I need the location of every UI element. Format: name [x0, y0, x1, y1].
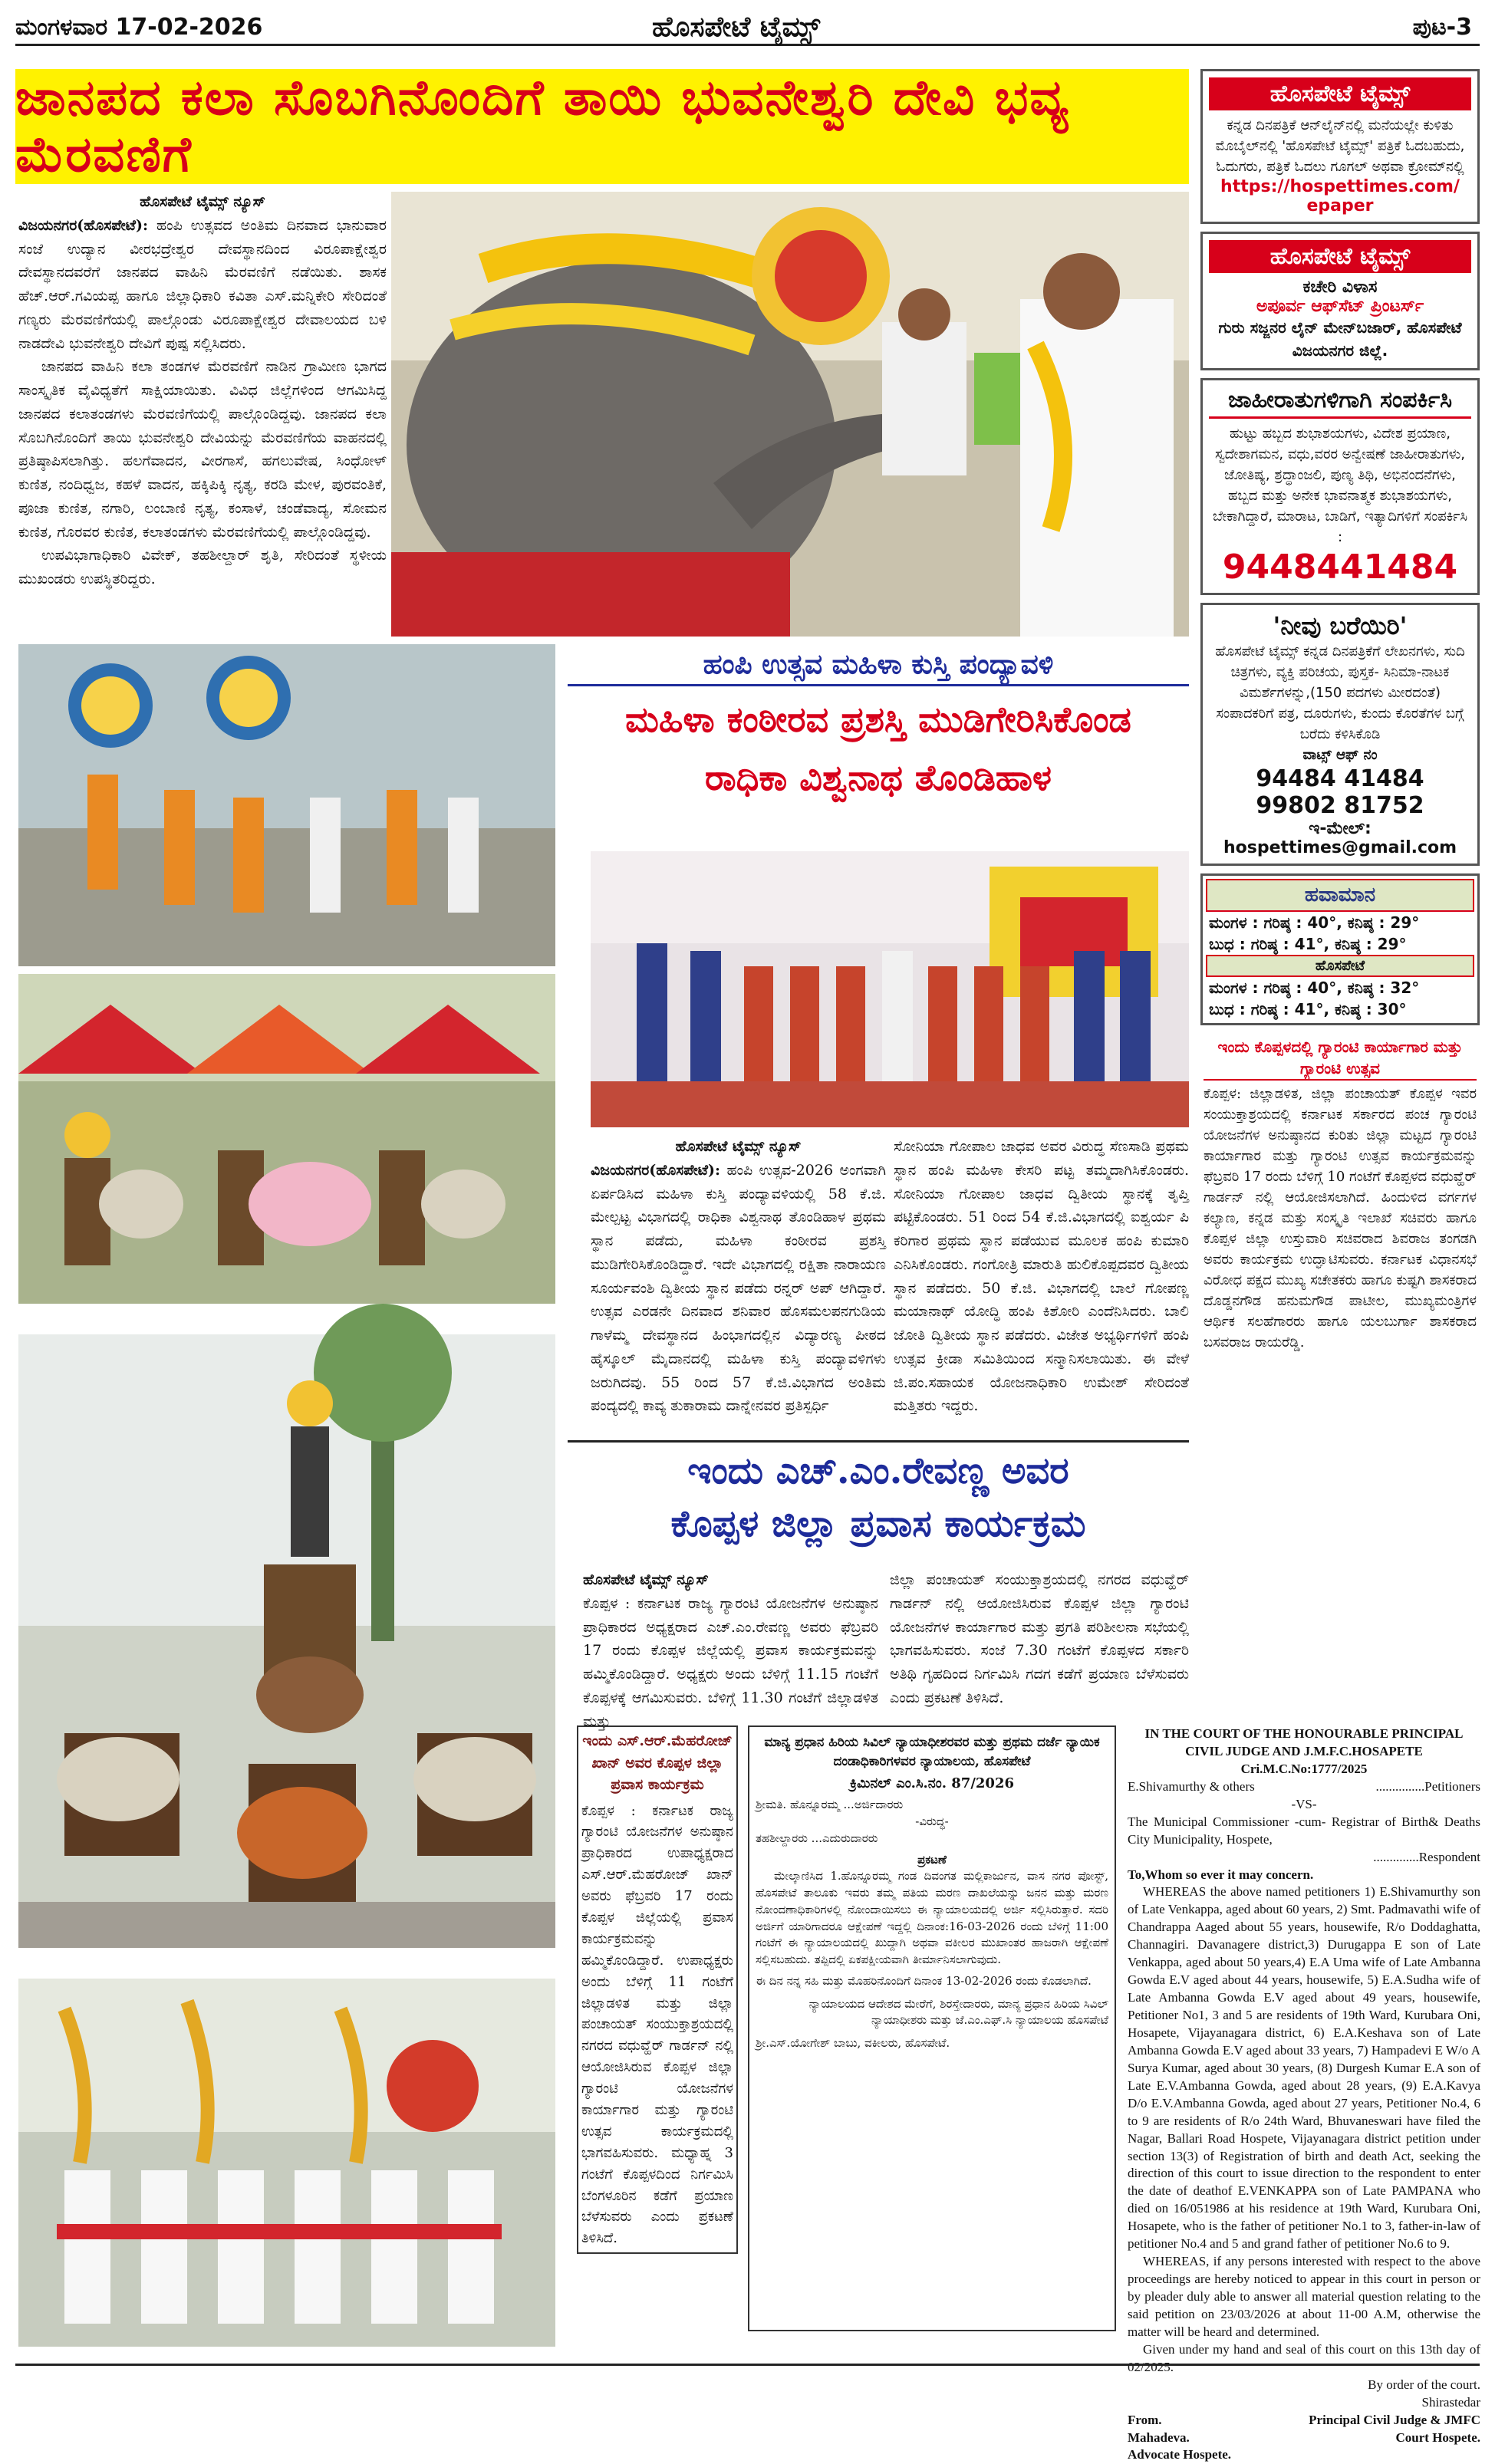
folk-dancers-photo-1 [18, 644, 555, 966]
email-address[interactable]: hospettimes@gmail.com [1223, 838, 1457, 857]
kn-notice-court: ಮಾನ್ಯ ಪ್ರಧಾನ ಹಿರಿಯ ಸಿವಿಲ್ ನ್ಯಾಯಾಧೀಶರವರ ಮತ್ತು ಪ್ರಥಮ ದರ್ಜೆ ನ್ಯಾಯಿಕ ದಂಡಾಧಿಕಾರಿಗಳವರ ನ್ಯಾಯಾಲಯ, ಹೊಸಪೇಟೆ [764, 1735, 1100, 1769]
write-text: ಹೊಸಪೇಟೆ ಟೈಮ್ಸ್ ಕನ್ನಡ ದಿನಪತ್ರಿಕೆಗೆ ಲೇಖನಗಳು, ಸುದಿ ಚಿತ್ರಗಳು, ವ್ಯಕ್ತಿ ಪರಿಚಯ, ಪುಸ್ತಕ- ಸಿನಿಮಾ-ನಾಟಕ ವಿಮರ್ಶೆಗಳನ್ನು,(150 ಪದಗಳು ಮೀರದಂತೆ) ಸಂಪಾದಕರಿಗೆ ಪತ್ರ, ದೂರುಗಳು, ಕುಂದು ಕೊರತೆಗಳ ಬಗ್ಗೆ ಬರೆದು ಕಳಿಸಿಕೊಡಿ [1215, 643, 1465, 742]
weather-row-3: ಮಂಗಳ : ಗರಿಷ್ಠ : 40°, ಕನಿಷ್ಠ : 32° [1209, 979, 1420, 997]
revanna-headline-1: ಇಂದು ಎಚ್.ಎಂ.ರೇವಣ್ಣ ಅವರ [687, 1449, 1069, 1492]
kn-notice-body: ಮೇಲ್ಕಾಣಿಸಿದ 1.ಹೊನ್ನೂರಮ್ಮ ಗಂಡ ದಿವಂಗತ ಮಲ್ಲಿಕಾರ್ಜುನ, ವಾಸ ನಗರ ಪೋಸ್ಟ್, ಹೊಸಪೇಟೆ ತಾಲೂಕು ಇವರು ತಮ್ಮ ಪತಿಯ ಮರಣ ದಾಖಲೆಯನ್ನು ಜನನ ಮತ್ತು ಮರಣ ನೋಂದಣಾಧಿಕಾರಿಗಳಲ್ಲಿ ನೋಂದಾಯಿಸಲು ಈ ನ್ಯಾಯಾಲಯದಲ್ಲಿ ಅರ್ಜಿ ಸಲ್ಲಿಸಿರುತ್ತಾರೆ. ಸದರಿ ಅರ್ಜಿಗೆ ಯಾರಿಗಾದರೂ ಆಕ್ಷೇಪಣೆ ಇದ್ದಲ್ಲಿ ದಿನಾಂಕ:16-03-2026 ರಂದು ಬೆಳಿಗ್ಗೆ 11:00 ಗಂಟೆಗೆ ಈ ನ್ಯಾಯಾಲಯದಲ್ಲಿ ಖುದ್ದಾಗಿ ಅಥವಾ ವಕೀಲರ ಮುಖಾಂತರ ಹಾಜರಾಗಿ ಆಕ್ಷೇಪಣೆ ಸಲ್ಲಿಸಬಹುದು. ತಪ್ಪಿದಲ್ಲಿ ಏಕಪಕ್ಷೀಯವಾಗಿ ತೀರ್ಮಾನಿಸಲಾಗುವುದು. [756, 1869, 1108, 1967]
write-whatsapp-label: ವಾಟ್ಸ್ ಆಫ್ ನಂ [1302, 747, 1378, 763]
en-notice-from: From. [1128, 2412, 1162, 2427]
ads-contact-box [1200, 378, 1480, 595]
wrestlers-award-photo [591, 851, 1189, 1127]
en-notice-petitioner-role: ...............Petitioners [1375, 1778, 1480, 1794]
wrestling-headline-1: ಮಹಿಳಾ ಕಂಠೀರವ ಪ್ರಶಸ್ತಿ ಮುಡಿಗೇರಿಸಿಕೊಂಡ [625, 699, 1131, 740]
drummers-photo [18, 974, 555, 1304]
write-title: 'ನೀವು ಬರೆಯಿರಿ' [1273, 611, 1408, 640]
weather-row-4: ಬುಧ : ಗರಿಷ್ಠ : 41°, ಕನಿಷ್ಠ : 30° [1209, 1000, 1407, 1018]
revanna-col-2 [890, 1568, 1189, 1710]
wrestling-story [568, 648, 1189, 800]
koppal-headline: ಇಂದು ಕೊಪ್ಪಳದಲ್ಲಿ ಗ್ಯಾರಂಟಿ ಕಾರ್ಯಾಗಾರ ಮತ್ತು ಗ್ಯಾರಂಟಿ ಉತ್ಸವ [1204, 1036, 1477, 1081]
lead-story [18, 190, 387, 591]
en-notice-signatures [1128, 2412, 1480, 2464]
en-notice-shirastedar: Shirastedar [1421, 2394, 1480, 2410]
lead-byline: ಹೊಸಪೇಟೆ ಟೈಮ್ಸ್ ನ್ಯೂಸ್ [140, 193, 265, 210]
kn-notice-sign: ನ್ಯಾಯಾಲಯದ ಆದೇಶದ ಮೇರೆಗೆ, ಶಿರಸ್ತೇದಾರರು, ಮಾನ್ಯ ಪ್ರಧಾನ ಹಿರಿಯ ಸಿವಿಲ್ ನ್ಯಾಯಾಧೀಶರು ಮತ್ತು ಜೆ.ಎಂ.ಎಫ್.ಸಿ ನ್ಯಾಯಾಲಯ ಹೊಸಪೇಟೆ [808, 1996, 1108, 2028]
email-row [1209, 819, 1471, 857]
en-notice-to: To,Whom so ever it may concern. [1128, 1867, 1314, 1882]
wrestling-kicker: ಹಂಪಿ ಉತ್ಸವ ಮಹಿಳಾ ಕುಸ್ತಿ ಪಂದ್ಯಾವಳಿ [568, 648, 1189, 686]
lead-headline-banner [15, 69, 1189, 184]
issue-date: ಮಂಗಳವಾರ 17-02-2026 [15, 14, 263, 41]
human-pyramid-drummers-photo [18, 1334, 555, 1948]
email-label: ಇ-ಮೇಲ್: [1309, 819, 1372, 838]
ads-title: ಜಾಹೀರಾತುಗಳಿಗಾಗಿ ಸಂಪರ್ಕಿಸಿ [1209, 387, 1471, 419]
en-notice-petitioner-row [1128, 1778, 1480, 1796]
kn-notice-heading: ಪ್ರಕಟಣೆ [917, 1852, 947, 1867]
en-notice-court: IN THE COURT OF THE HONOURABLE PRINCIPAL CIVIL JUDGE AND J.M.F.C.HOSAPETE [1144, 1726, 1464, 1758]
koppal-guarantee-story [1200, 1033, 1480, 1356]
office-address-box [1200, 232, 1480, 370]
en-notice-respondent: The Municipal Commissioner -cum- Registrar of Birth& Deaths City Municipality, Hospete, [1128, 1814, 1480, 1847]
elephant-procession-photo [391, 192, 1189, 637]
en-notice-body-2: WHEREAS, if any persons interested with respect to the above proceedings are hereby noticed to appear in this court in person or by pleader duly able to answer all material question relating to the said petition on 23/03/2026 at about 11-00 A.M, otherwise the matter will be heard and determined. [1128, 2254, 1480, 2339]
revanna-body-1: ಕೊಪ್ಪಳ : ಕರ್ನಾಟಕ ರಾಜ್ಯ ಗ್ಯಾರಂಟಿ ಯೋಜನೆಗಳ ಅನುಷ್ಠಾನ ಪ್ರಾಧಿಕಾರದ ಅಧ್ಯಕ್ಷರಾದ ಎಚ್.ಎಂ.ರೇವಣ್ಣ ಅವರು ಫೆಬ್ರವರಿ 17 ರಂದು ಕೊಪ್ಪಳ ಜಿಲ್ಲೆಯಲ್ಲಿ ಪ್ರವಾಸ ಕಾರ್ಯಕ್ರಮವನ್ನು ಹಮ್ಮಿಕೊಂಡಿದ್ದಾರೆ. ಅಧ್ಯಕ್ಷರು ಅಂದು ಬೆಳಿಗ್ಗೆ 11.15 ಗಂಟೆಗೆ ಕೊಪ್ಪಳಕ್ಕೆ ಆಗಮಿಸುವರು. ಬೆಳಿಗ್ಗೆ 11.30 ಗಂಟೆಗೆ ಜಿಲ್ಲಾಡಳಿತ ಮತ್ತು [583, 1594, 878, 1730]
en-notice-from-name: Mahadeva. [1128, 2429, 1190, 2445]
epaper-brand: ಹೊಸಪೇಟೆ ಟೈಮ್ಸ್ [1209, 77, 1471, 110]
khan-story [577, 1725, 738, 2254]
revanna-col-1 [583, 1568, 878, 1733]
lead-headline: ಜಾನಪದ ಕಲಾ ಸೊಬಗಿನೊಂದಿಗೆ ತಾಯಿ ಭುವನೇಶ್ವರಿ ದೇವಿ ಭವ್ಯ ಮೆರವಣಿಗೆ [15, 70, 1070, 183]
newspaper-title: ಹೊಸಪೇಟೆ ಟೈಮ್ಸ್ [652, 11, 821, 43]
en-notice-body: WHEREAS the above named petitioners 1) E.Shivamurthy son of Late Venkappa, aged about 60 years, 2) Smt. Padmavathi wife of Chandrappa Aaged about 55 years, housewife, R/o Doddaghatta, Channagiri. Davanagere district,3) Durugappa E son of Late Venkappa, aged about 50 years,4) E.A Uma wife of Late Ambanna Gowda E.V aged about 44 years, housewife, 5) E.A.Sudha wife of Late Ambanna Gowda E.V aged about 49 years, housewife, Petitioner No1, 3 and 5 are residents of 19th Ward, Kurubara Oni, Hosapete, Vijayanagara district, 6) E.A.Keshava son of Late Ambanna Gowda E.V aged about 33 years, 7) Hampadevi E W/o A Surya Kumar, aged about 30 years, (8) Durgesh Kumar E.A son of Late E.V.Ambanna Gowda, aged about 28 years, (9) E.A.Kavya D/o E.V.Ambanna Gowda, aged about 27 years, Petitioner No.4, 6 to 9 are residents of R/o 24th Ward, Bhuvaneswari have filed the Nagar, Ballari Road Hospete, Vijayanagara district petition under section 13(3) of Registration of birth and death Act, seeking the direction of this court to issue direction to the respondent to enter the date of deathof E.VENKAPPA son of Late PAMPANA who died on 16/051986 at his residence at 19th Ward, Kurubara Oni, Hosapete, who is the father of petitioner No.1 to 3, father-in-law of petitioner No.4 and 5 and grand father of petitioner No.6 to 9. [1128, 1884, 1480, 2252]
ads-phone: 9448441484 [1222, 548, 1458, 587]
office-address: ಗುರು ಸಜ್ಜನರ ಲೈನ್ ಮೇನ್‌ಬಜಾರ್, ಹೊಸಪೇಟೆ ವಿಜಯನಗರ ಜಿಲ್ಲೆ. [1218, 318, 1462, 360]
weather-title: ಹವಾಮಾನ [1206, 879, 1474, 912]
en-notice-given: Given under my hand and seal of this court on this 13th day of 02/2025. [1128, 2341, 1480, 2374]
kn-notice-respondent: ತಹಶೀಲ್ದಾರರು ...ಎದುರುದಾರರು [756, 1831, 878, 1845]
epaper-text: ಕನ್ನಡ ದಿನಪತ್ರಿಕೆ ಆನ್‌ಲೈನ್‌ನಲ್ಲಿ ಮನೆಯಲ್ಲೇ ಕುಳಿತು ಮೊಬೈಲ್‌ನಲ್ಲಿ 'ಹೊಸಪೇಟೆ ಟೈಮ್ಸ್' ಪತ್ರಿಕೆ ಓದಬಹುದು, ಓದುಗರು, ಪತ್ರಿಕೆ ಓದಲು ಗೂಗಲ್ ಅಥವಾ ಕ್ರೋಮ್‌ನಲ್ಲಿ [1215, 117, 1465, 175]
weather-row-1: ಮಂಗಳ : ಗರಿಷ್ಠ : 40°, ಕನಿಷ್ಠ : 29° [1209, 913, 1420, 932]
revanna-headline-block [568, 1449, 1189, 1546]
weather-box [1200, 873, 1480, 1025]
lead-dateline: ವಿಜಯನಗರ(ಹೊಸಪೇಟೆ): [18, 216, 149, 234]
khan-headline: ಇಂದು ಎಸ್.ಆರ್.ಮೆಹರೋಜ್ ಖಾನ್ ಅವರ ಕೊಪ್ಪಳ ಜಿಲ್ಲಾ ಪ್ರವಾಸ ಕಾರ್ಯಕ್ರಮ [582, 1732, 733, 1793]
revanna-headline-2: ಕೊಪ್ಪಳ ಜಿಲ್ಲಾ ಪ್ರವಾಸ ಕಾರ್ಯಕ್ರಮ [670, 1502, 1086, 1545]
wrestling-col-1 [591, 1135, 886, 1418]
kahale-players-photo [18, 1979, 555, 2347]
ads-text: ಹುಟ್ಟು ಹಬ್ಬದ ಶುಭಾಶಯಗಳು, ವಿದೇಶ ಪ್ರಯಾಣ, ಸ್ವದೇಶಾಗಮನ, ವಧು,ವರರ ಅನ್ವೇಷಣೆ ಜಾಹೀರಾತುಗಳು, ಜೋತಿಷ್ಯ, ಶ್ರದ್ಧಾಂಜಲಿ, ಪುಣ್ಯ ತಿಥಿ, ಅಭಿನಂದನೆಗಳು, ಹಬ್ಬದ ಮತ್ತು ಅನೇಕ ಭಾವನಾತ್ಮಕ ಶುಭಾಶಯಗಳು, ಬೇಕಾಗಿದ್ದಾರೆ, ಮಾರಾಟ, ಬಾಡಿಗೆ, ಇತ್ಯಾದಿಗಳಿಗೆ ಸಂಪರ್ಕಿಸಿ : [1212, 426, 1468, 545]
kn-notice-vs: -ವಿರುದ್ಧ- [915, 1814, 949, 1829]
en-notice-vs: -VS- [1291, 1796, 1317, 1811]
en-notice-order: By order of the court. [1368, 2377, 1480, 2392]
office-label: ಕಚೇರಿ ವಿಳಾಸ [1302, 278, 1378, 297]
en-notice-judge-place: Court Hospete. [1395, 2429, 1480, 2445]
english-court-notice [1128, 1725, 1480, 2464]
en-notice-from-title: Advocate Hospete. [1128, 2447, 1232, 2462]
kannada-court-notice [748, 1725, 1116, 2331]
page-bottom-rule [15, 2364, 1480, 2366]
masthead [15, 11, 1480, 46]
whatsapp-phone-2: 99802 81752 [1256, 792, 1424, 819]
kn-notice-petitioner: ಶ್ರೀಮತಿ. ಹೊನ್ನೂರಮ್ಮ ...ಅರ್ಜಿದಾರರು [756, 1798, 904, 1812]
kn-notice-date: ಈ ದಿನ ನನ್ನ ಸಹಿ ಮತ್ತು ಮೊಹರಿನೊಂದಿಗೆ ದಿನಾಂಕ 13-02-2026 ರಂದು ಕೊಡಲಾಗಿದೆ. [756, 1973, 1092, 1988]
weather-row-2: ಬುಧ : ಗರಿಷ್ಠ : 41°, ಕನಿಷ್ಠ : 29° [1209, 935, 1407, 953]
kn-notice-advocate: ಶ್ರೀ.ಎಸ್.ಯೋಗೇಶ್ ಬಾಬು, ವಕೀಲರು, ಹೊಸಪೇಟೆ. [756, 2036, 950, 2051]
lead-body: ಹಂಪಿ ಉತ್ಸವದ ಅಂತಿಮ ದಿನವಾದ ಭಾನುವಾರ ಸಂಜೆ ಉದ್ಯಾನ ವೀರಭದ್ರೇಶ್ವರ ದೇವಸ್ಥಾನದಿಂದ ವಿರೂಪಾಕ್ಷೇಶ್ವರ ದೇವಸ್ಥಾನದವರೆಗೆ ಜಾನಪದ ವಾಹಿನಿ ಮೆರವಣಿಗೆ ನಡೆಯಿತು. ಶಾಸಕ ಹೆಚ್.ಆರ್.ಗವಿಯಪ್ಪ ಹಾಗೂ ಜಿಲ್ಲಾಧಿಕಾರಿ ಕವಿತಾ ಎಸ್.ಮನ್ನಿಕೇರಿ ಸೇರಿದಂತೆ ಗಣ್ಯರು ಮೆರವಣಿಗೆಯಲ್ಲಿ ಪಾಲ್ಗೊಂಡು ವಿರೂಪಾಕ್ಷೇಶ್ವರ ದೇವಾಲಯದ ಬಳಿ ನಾಡದೇವಿ ಭುವನೇಶ್ವರಿ ದೇವಿಗೆ ಪುಷ್ಪ ಸಲ್ಲಿಸಿದರು. [18, 216, 387, 352]
whatsapp-phone-1: 94484 41484 [1256, 765, 1424, 792]
office-printer: ಅಪೂರ್ವ ಆಫ್‌ಸೆಟ್ ಪ್ರಿಂಟರ್ಸ್ [1256, 297, 1424, 316]
epaper-word: epaper [1306, 196, 1374, 215]
office-brand: ಹೊಸಪೇಟೆ ಟೈಮ್ಸ್ [1209, 240, 1471, 273]
en-notice-respondent-role: ..............Respondent [1373, 1849, 1480, 1864]
revanna-body-2: ಜಿಲ್ಲಾ ಪಂಚಾಯತ್ ಸಂಯುಕ್ತಾಶ್ರಯದಲ್ಲಿ ನಗರದ ವಧುವ್ಹೆರ್ ಗಾರ್ಡನ್ ನಲ್ಲಿ ಆಯೋಜಿಸಿರುವ ಕೊಪ್ಪಳ ಜಿಲ್ಲಾ ಗ್ಯಾರಂಟಿ ಯೋಜನೆಗಳ ಕಾರ್ಯಾಗಾರ ಮತ್ತು ಪ್ರಗತಿ ಪರಿಶೀಲನಾ ಸಭೆಯಲ್ಲಿ ಭಾಗವಹಿಸುವರು. ಸಂಜೆ 7.30 ಗಂಟೆಗೆ ಕೊಪ್ಪಳದ ಸರ್ಕಾರಿ ಅತಿಥಿ ಗೃಹದಿಂದ ನಿರ್ಗಮಿಸಿ ಗದಗ ಕಡೆಗೆ ಪ್ರಯಾಣ ಬೆಳೆಸುವರು ಎಂದು ಪ್ರಕಟಣೆ ತಿಳಿಸಿದೆ. [890, 1571, 1189, 1706]
wrestling-headline-2: ರಾಧಿಕಾ ವಿಶ್ವನಾಥ ತೊಂಡಿಹಾಳ [705, 757, 1052, 798]
write-to-us-box [1200, 603, 1480, 866]
wrestling-dateline: ವಿಜಯನಗರ(ಹೊಸಪೇಟೆ): [591, 1161, 721, 1179]
khan-body: ಕೊಪ್ಪಳ : ಕರ್ನಾಟಕ ರಾಜ್ಯ ಗ್ಯಾರಂಟಿ ಯೋಜನೆಗಳ ಅನುಷ್ಠಾನ ಪ್ರಾಧಿಕಾರದ ಉಪಾಧ್ಯಕ್ಷರಾದ ಎಸ್.ಆರ್.ಮೆಹರೋಜ್ ಖಾನ್ ಅವರು ಫೆಬ್ರವರಿ 17 ರಂದು ಕೊಪ್ಪಳ ಜಿಲ್ಲೆಯಲ್ಲಿ ಪ್ರವಾಸ ಕಾರ್ಯಕ್ರಮವನ್ನು ಹಮ್ಮಿಕೊಂಡಿದ್ದಾರೆ. ಉಪಾಧ್ಯಕ್ಷರು ಅಂದು ಬೆಳಿಗ್ಗೆ 11 ಗಂಟೆಗೆ ಜಿಲ್ಲಾಡಳಿತ ಮತ್ತು ಜಿಲ್ಲಾ ಪಂಚಾಯತ್ ಸಂಯುಕ್ತಾಶ್ರಯದಲ್ಲಿ ನಗರದ ವಧುವ್ಹೆರ್ ಗಾರ್ಡನ್ ನಲ್ಲಿ ಆಯೋಜಿಸಿರುವ ಕೊಪ್ಪಳ ಜಿಲ್ಲಾ ಗ್ಯಾರಂಟಿ ಯೋಜನೆಗಳ ಕಾರ್ಯಾಗಾರ ಮತ್ತು ಗ್ಯಾರಂಟಿ ಉತ್ಸವ ಕಾರ್ಯಕ್ರಮದಲ್ಲಿ ಭಾಗವಹಿಸುವರು. ಮಧ್ಯಾಹ್ನ 3 ಗಂಟೆಗೆ ಕೊಪ್ಪಳದಿಂದ ನಿರ್ಗಮಿಸಿ ಬೆಂಗಳೂರಿನ ಕಡೆಗೆ ಪ್ರಯಾಣ ಬೆಳೆಸುವರು ಎಂದು ಪ್ರಕಟಣೆ ತಿಳಿಸಿದೆ. [581, 1802, 733, 2247]
page-number: ಪುಟ-3 [1412, 14, 1472, 41]
right-sidebar [1200, 69, 1480, 1356]
lead-body-3: ಉಪವಿಭಾಗಾಧಿಕಾರಿ ವಿವೇಕ್, ತಹಶೀಲ್ದಾರ್ ಶೃತಿ, ಸೇರಿದಂತೆ ಸ್ಥಳೀಯ ಮುಖಂಡರು ಉಪಸ್ಥಿತರಿದ್ದರು. [18, 547, 387, 588]
wrestling-body-1: ಹಂಪಿ ಉತ್ಸವ-2026 ಅಂಗವಾಗಿ ಏರ್ಪಡಿಸಿದ ಮಹಿಳಾ ಕುಸ್ತಿ ಪಂದ್ಯಾವಳಿಯಲ್ಲಿ 58 ಕೆ.ಜಿ. ಮೇಲ್ಪಟ್ಟ ವಿಭಾಗದಲ್ಲಿ ರಾಧಿಕಾ ವಿಶ್ವನಾಥ ತೊಂಡಿಹಾಳ ಪ್ರಥಮ ಸ್ಥಾನ ಪಡೆದು, ಮಹಿಳಾ ಕಂಠೀರವ ಪ್ರಶಸ್ತಿ ಮುಡಿಗೇರಿಸಿಕೊಂಡಿದ್ದಾರೆ. ಇದೇ ವಿಭಾಗದಲ್ಲಿ ರಕ್ಷಿತಾ ನಾರಾಯಣ ಸೂರ್ಯವಂಶಿ ದ್ವಿತೀಯ ಸ್ಥಾನ ಪಡೆದು ರನ್ನರ್ ಅಪ್ ಆಗಿದ್ದಾರೆ. ಉತ್ಸವ ಎರಡನೇ ದಿನವಾದ ಶನಿವಾರ ಹೊಸಮಲಪನಗುಡಿಯ ಗಾಳೆಮ್ಮ ದೇವಸ್ಥಾನದ ಹಿಂಭಾಗದಲ್ಲಿನ ವಿದ್ಯಾರಣ್ಯ ಪೀಠದ ಹೈಸ್ಕೂಲ್ ಮೈದಾನದಲ್ಲಿ ಮಹಿಳಾ ಕುಸ್ತಿ ಪಂದ್ಯಾವಳಿಗಳು ಜರುಗಿದವು. 55 ರಿಂದ 57 ಕೆ.ಜಿ.ವಿಭಾಗದ ಅಂತಿಮ ಪಂದ್ಯದಲ್ಲಿ ಕಾವ್ಯ ತುಕಾರಾಮ ದಾನ್ನೇನವರ ಪ್ರತಿಸ್ಪರ್ಧಿ [591, 1161, 886, 1415]
en-notice-case: Cri.M.C.No:1777/2025 [1240, 1761, 1368, 1776]
kn-notice-case: ಕ್ರಿಮಿನಲ್ ಎಂ.ಸಿ.ನಂ. 87/2026 [849, 1775, 1014, 1792]
revanna-byline: ಹೊಸಪೇಟೆ ಟೈಮ್ಸ್ ನ್ಯೂಸ್ [583, 1571, 709, 1588]
epaper-url-link[interactable]: https://hospettimes.com/ [1220, 177, 1460, 196]
lead-body-2: ಜಾನಪದ ವಾಹಿನಿ ಕಲಾ ತಂಡಗಳ ಮೆರವಣಿಗೆ ನಾಡಿನ ಗ್ರಾಮೀಣ ಭಾಗದ ಸಾಂಸ್ಕೃತಿಕ ವೈವಿಧ್ಯತೆಗೆ ಸಾಕ್ಷಿಯಾಯಿತು. ವಿವಿಧ ಜಿಲ್ಲೆಗಳಿಂದ ಆಗಮಿಸಿದ್ದ ಜಾನಪದ ಕಲಾತಂಡಗಳು ಮೆರವಣಿಗೆಯಲ್ಲಿ ಪಾಲ್ಗೊಂಡಿದ್ದವು. ಜಾನಪದ ಕಲಾ ಸೊಬಗಿನೊಂದಿಗೆ ತಾಯಿ ಭುವನೇಶ್ವರಿ ದೇವಿಯನ್ನು ಮೆರವಣಿಗೆಯ ವಾಹನದಲ್ಲಿ ಪ್ರತಿಷ್ಠಾಪಿಸಲಾಗಿತ್ತು. ಹಲಗೆವಾದನ, ವೀರಗಾಸೆ, ಹಗಲುವೇಷ, ಸಿಂಧೋಳ್ ಕುಣಿತ, ನಂದಿಧ್ವಜ, ಕಹಳೆ ವಾದನ, ಹಕ್ಕಿಪಿಕ್ಕಿ ನೃತ್ಯ, ಕರಡಿ ಮೇಳ, ಪುರವಂತಿಕೆ, ಪೂಜಾ ಕುಣಿತ, ನಗಾರಿ, ಲಂಬಾಣಿ ನೃತ್ಯ, ಕಂಸಾಳೆ, ಚಂಡೆವಾದ್ಯ, ಸೋಮನ ಕುಣಿತ, ಗೊರವರ ಕುಣಿತ, ಕಲಾತಂಡಗಳು ಮೆರವಣಿಗೆಯಲ್ಲಿ ಪಾಲ್ಗೊಂಡಿದ್ದವು. [18, 358, 387, 541]
koppal-body: ಕೊಪ್ಪಳ: ಜಿಲ್ಲಾಡಳಿತ, ಜಿಲ್ಲಾ ಪಂಚಾಯತ್ ಕೊಪ್ಪಳ ಇವರ ಸಂಯುಕ್ತಾಶ್ರಯದಲ್ಲಿ ಕರ್ನಾಟಕ ಸರ್ಕಾರದ ಪಂಚ ಗ್ಯಾರಂಟಿ ಯೋಜನೆಗಳ ಅನುಷ್ಠಾನದ ಕುರಿತು ಜಿಲ್ಲಾ ಮಟ್ಟದ ಗ್ಯಾರಂಟಿ ಕಾರ್ಯಾಗಾರ ಮತ್ತು ಗ್ಯಾರಂಟಿ ಉತ್ಸವ ಕಾರ್ಯಕ್ರಮವನ್ನು ಫೆಬ್ರವರಿ 17 ರಂದು ಬೆಳಿಗ್ಗೆ 10 ಗಂಟೆಗೆ ಕೊಪ್ಪಳದ ವಧುವ್ಹೆರ್ ಗಾರ್ಡನ್ ನಲ್ಲಿ ಆಯೋಜಿಸಲಾಗಿದೆ. ಹಿಂದುಳಿದ ವರ್ಗಗಳ ಕಲ್ಯಾಣ, ಕನ್ನಡ ಮತ್ತು ಸಂಸ್ಕೃತಿ ಇಲಾಖೆ ಸಚಿವರು ಹಾಗೂ ಕೊಪ್ಪಳ ಜಿಲ್ಲಾ ಉಸ್ತುವಾರಿ ಸಚಿವರಾದ ಶಿವರಾಜ ತಂಗಡಗಿ ಅವರು ಕಾರ್ಯಕ್ರಮ ಉದ್ಘಾಟಿಸುವರು. ಕರ್ನಾಟಕ ವಿಧಾನಸಭೆ ವಿರೋಧ ಪಕ್ಷದ ಮುಖ್ಯ ಸಚೇತಕರು ಹಾಗೂ ಕುಷ್ಟಗಿ ಶಾಸಕರಾದ ದೊಡ್ಡನಗೌಡ ಹನುಮಗೌಡ ಪಾಟೀಲ, ಮುಖ್ಯಮಂತ್ರಿಗಳ ಆರ್ಥಿಕ ಸಲಹೆಗಾರರು ಹಾಗೂ ಯಲಬುರ್ಗಾ ಶಾಸಕರಾದ ಬಸವರಾಜ ರಾಯರೆಡ್ಡಿ. [1204, 1086, 1477, 1350]
section-divider [568, 1440, 1189, 1443]
wrestling-col-2 [894, 1135, 1189, 1418]
en-notice-judge: Principal Civil Judge & JMFC [1309, 2412, 1480, 2427]
wrestling-byline: ಹೊಸಪೇಟೆ ಟೈಮ್ಸ್ ನ್ಯೂಸ್ [675, 1138, 802, 1155]
wrestling-body-2: ಸೋನಿಯಾ ಗೋಪಾಲ ಜಾಧವ ಅವರ ವಿರುದ್ಧ ಸೆಣಸಾಡಿ ಪ್ರಥಮ ಸ್ಥಾನ ಹಂಪಿ ಮಹಿಳಾ ಕೇಸರಿ ಪಟ್ಟ ತಮ್ಮದಾಗಿಸಿಕೊಂಡರು. ಸೋನಿಯಾ ಗೋಪಾಲ ಜಾಧವ ದ್ವಿತೀಯ ಸ್ಥಾನಕ್ಕೆ ತೃಪ್ತಿ ಪಟ್ಟಿಕೊಂಡರು. 51 ರಿಂದ 54 ಕೆ.ಜಿ.ವಿಭಾಗದಲ್ಲಿ ಐಶ್ವರ್ಯ ಪಿ ಕರಿಗಾರ ಪ್ರಥಮ ಸ್ಥಾನ ಪಡೆಯುವ ಮೂಲಕ ಹಂಪಿ ಕುಮಾರಿ ಎನಿಸಿಕೊಂಡರು. ಗಂಗೋತ್ರಿ ಮಾರುತಿ ಹುಲಿಕೊಪ್ಪದವರ ದ್ವಿತೀಯ ಸ್ಥಾನ ಪಡೆದರು. 50 ಕೆ.ಜಿ. ವಿಭಾಗದಲ್ಲಿ ಬಾಲೆ ಗೋಪಣ್ಣ ಮಯಾನಾಥ್ ಯೋದ್ಧಿ ಹಂಪಿ ಕಿಶೋರಿ ಎಂದೆನಿಸಿದರು. ಬಾಲಿ ಜೋತಿ ದ್ವಿತೀಯ ಸ್ಥಾನ ಪಡೆದರು. ವಿಜೇತ ಅಭ್ಯರ್ಥಿಗಳಿಗೆ ಹಂಪಿ ಉತ್ಸವ ಕ್ರೀಡಾ ಸಮಿತಿಯಿಂದ ಸನ್ಮಾನಿಸಲಾಯಿತು. ಈ ವೇಳೆ ಜಿ.ಪಂ.ಸಹಾಯಕ ಯೋಜನಾಧಿಕಾರಿ ಉಮೇಶ್ ಸೇರಿದಂತೆ ಮತ್ತಿತರು ಇದ್ದರು. [894, 1138, 1189, 1415]
weather-location: ಹೊಸಪೇಟೆ [1206, 955, 1474, 977]
epaper-box [1200, 69, 1480, 224]
en-notice-petitioner: E.Shivamurthy & others [1128, 1778, 1255, 1794]
